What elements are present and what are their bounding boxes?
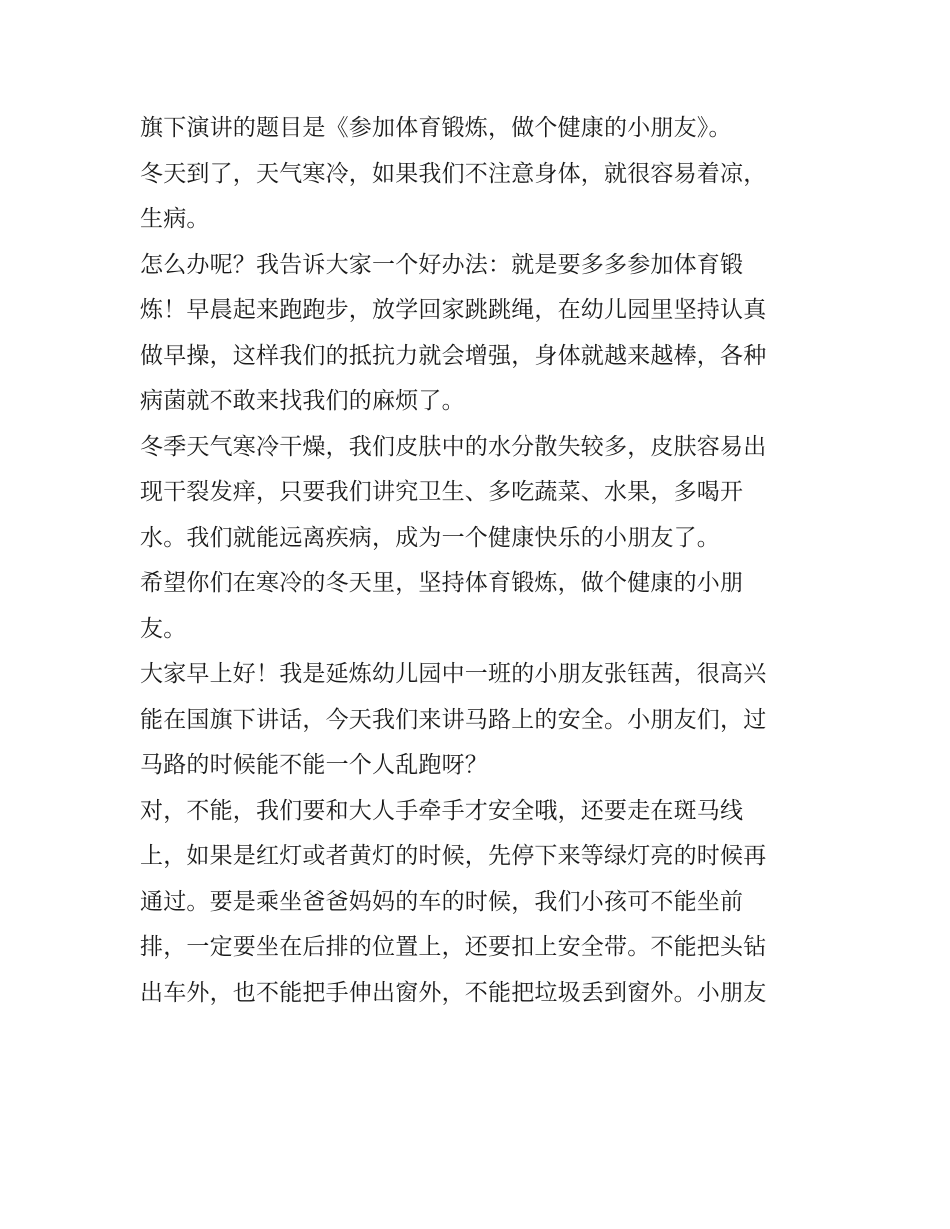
text-line: 病菌就不敢来找我们的麻烦了。 <box>140 388 465 414</box>
text-line: 冬天到了，天气寒冷，如果我们不注意身体，就很容易着凉， <box>140 160 767 187</box>
document-body <box>140 106 820 1016</box>
text-line: 炼！早晨起来跑跑步，放学回家跳跳绳，在幼儿园里坚持认真 <box>140 297 767 323</box>
text-line: 能在国旗下讲话，今天我们来讲马路上的安全。小朋友们，过 <box>140 706 767 733</box>
text-line: 生病。 <box>140 206 210 232</box>
text-line: 水。我们就能远离疾病，成为一个健康快乐的小朋友了。 <box>140 524 720 551</box>
text-line: 对，不能，我们要和大人手牵手才安全哦，还要走在斑马线 <box>140 797 744 824</box>
text-line: 友。 <box>140 615 187 642</box>
text-line: 希望你们在寒冷的冬天里，坚持体育锻炼，做个健康的小朋 <box>140 570 744 596</box>
text-line: 马路的时候能不能一个人乱跑呀？ <box>140 752 488 778</box>
text-line: 通过。要是乘坐爸爸妈妈的车的时候，我们小孩可不能坐前 <box>140 888 744 915</box>
text-line: 上，如果是红灯或者黄灯的时候，先停下来等绿灯亮的时候再 <box>140 843 767 869</box>
text-line: 现干裂发痒，只要我们讲究卫生、多吃蔬菜、水果，多喝开 <box>140 479 744 505</box>
text-line: 出车外，也不能把手伸出窗外，不能把垃圾丢到窗外。小朋友 <box>140 979 767 1006</box>
text-line: 做早操，这样我们的抵抗力就会增强，身体就越来越棒，各种 <box>140 342 767 369</box>
text-line: 排，一定要坐在后排的位置上，还要扣上安全带。不能把头钻 <box>140 934 767 960</box>
text-line: 冬季天气寒冷干燥，我们皮肤中的水分散失较多，皮肤容易出 <box>140 433 767 460</box>
text-line: 旗下演讲的题目是《参加体育锻炼，做个健康的小朋友》。 <box>140 115 732 141</box>
text-line: 大家早上好！我是延炼幼儿园中一班的小朋友张钰茜，很高兴 <box>140 661 767 687</box>
text-line: 怎么办呢？我告诉大家一个好办法：就是要多多参加体育锻 <box>140 251 744 278</box>
